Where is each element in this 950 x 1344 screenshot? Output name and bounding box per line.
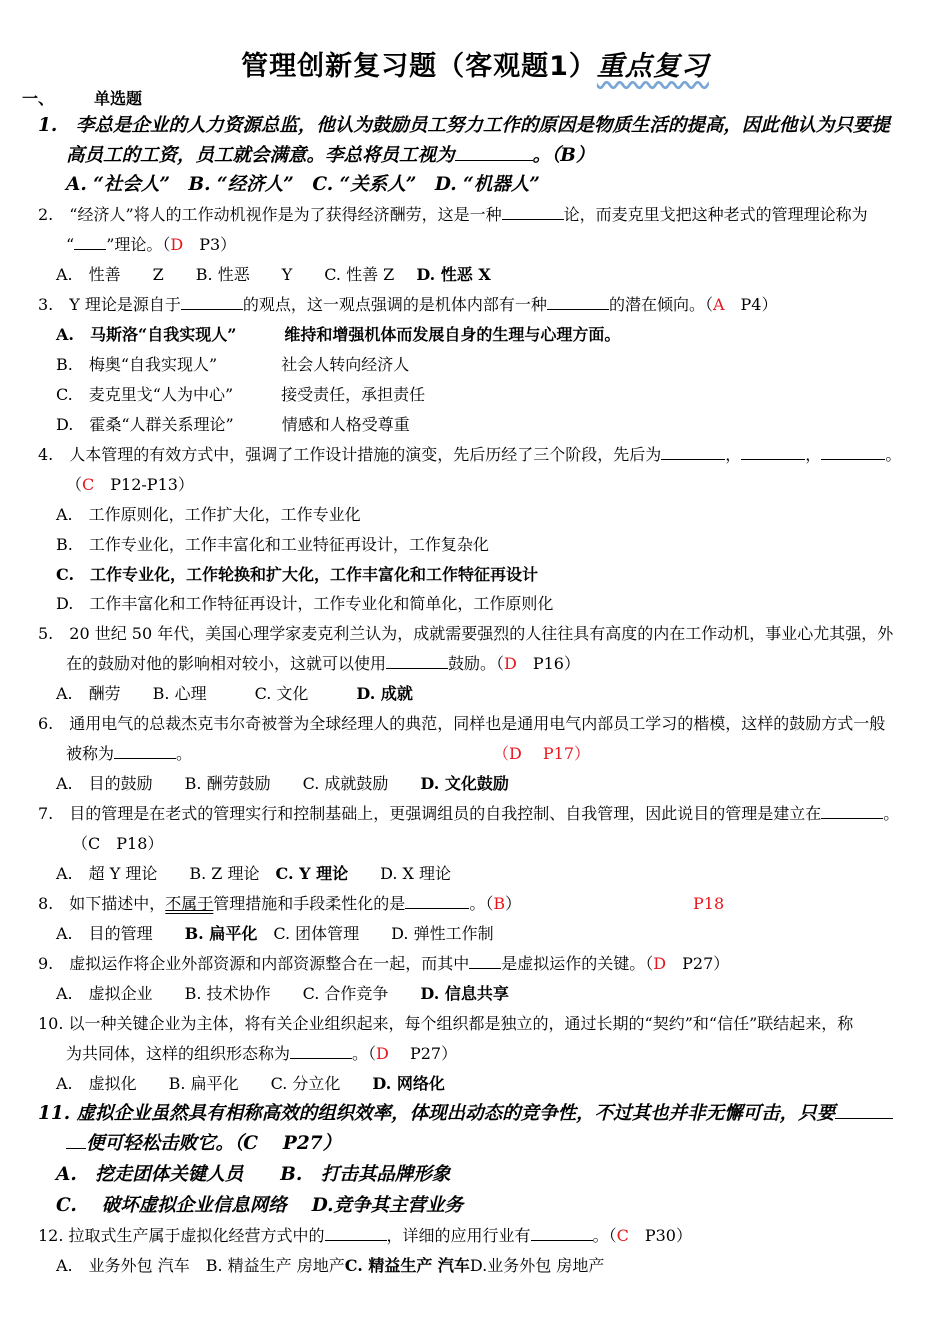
- section-label: 单选题: [94, 89, 143, 108]
- q5-page: P16）: [516, 654, 580, 673]
- q2-option-d: D. 性恶 X: [416, 265, 491, 284]
- q4-text: 4. 人本管理的有效方式中，强调了工作设计措施的演变，先后历经了三个阶段，先后为: [38, 445, 662, 464]
- q10-line2: [66, 1043, 457, 1065]
- q2-line1: [38, 204, 868, 226]
- q3-text-c: 的潜在倾向。（: [608, 295, 713, 314]
- q4-option-a: A. 工作原则化，工作扩大化，工作专业化: [56, 505, 361, 524]
- q8-option-b: B. 扁平化: [184, 924, 258, 943]
- q5-text-b: 鼓励。（: [448, 654, 505, 673]
- q10-option-d: D. 网络化: [372, 1074, 445, 1093]
- q7-text: 7. 目的管理是在老式的管理实行和控制基础上，更强调组员的自我控制、自我管理，因此说目的管理是建立在: [38, 804, 822, 823]
- q7-line2: （C P18）: [72, 834, 164, 853]
- q6-options-abc: A. 目的鼓励 B. 酬劳鼓励 C. 成就鼓励: [56, 774, 421, 793]
- q2-quote-open: “: [66, 235, 75, 254]
- q10-options-abc: A. 虚拟化 B. 扁平化 C. 分立化: [56, 1074, 373, 1093]
- q1-blank: [455, 146, 533, 161]
- q6-answer: （D P17）: [493, 744, 591, 763]
- q12-option-c: C. 精益生产 汽车: [344, 1256, 470, 1275]
- title-emphasis: 重点复习: [596, 51, 709, 82]
- q8-underlined: 不属于: [165, 894, 214, 913]
- q5-options-abc: A. 酬劳 B. 心理 C. 文化: [56, 684, 357, 703]
- q5-blank: [386, 654, 448, 669]
- q1-answer: 。（B）: [532, 145, 595, 166]
- q9-page: P27）: [666, 954, 730, 973]
- q3-blank1: [181, 295, 243, 310]
- q6-options: [56, 773, 509, 795]
- q4-line1: 4. 人本管理的有效方式中，强调了工作设计措施的演变，先后历经了三个阶段，先后为 ， ， 。: [38, 445, 902, 464]
- q6-text: 被称为: [66, 744, 115, 763]
- q12-text-b: ，详细的应用行业有: [386, 1226, 531, 1245]
- q8-text-c: 。（: [469, 894, 494, 913]
- q4-blank2: [741, 445, 805, 460]
- q2-options-abc: A. 性善 Z B. 性恶 Y C. 性善 Z: [56, 265, 395, 284]
- q7-blank: [821, 804, 883, 819]
- q10-text: 为共同体，这样的组织形态称为: [66, 1044, 291, 1063]
- q9-line1: [38, 953, 729, 975]
- q7-period: 。: [883, 804, 900, 823]
- q4-option-b: B. 工作专业化，工作丰富化和工业特征再设计，工作复杂化: [56, 535, 489, 554]
- q4-paren: （: [66, 475, 83, 494]
- q12-line1: [38, 1225, 692, 1247]
- q12-page: P30）: [628, 1226, 692, 1245]
- q2-answer: D: [170, 235, 184, 254]
- q11-options-cd: C. 破坏虚拟企业信息网络 D.竞争其主营业务: [56, 1195, 464, 1216]
- q1-line2: [66, 144, 594, 168]
- q3-text-b: 的观点，这一观点强调的是机体内部有一种: [242, 295, 547, 314]
- q9-options-abc: A. 虚拟企业 B. 技术协作 C. 合作竞争: [56, 984, 421, 1003]
- q8-line1: [38, 893, 521, 915]
- q5-options: [56, 683, 413, 705]
- q8-option-cd: C. 团体管理 D. 弹性工作制: [257, 924, 494, 943]
- q12-text-c: 。（: [592, 1226, 617, 1245]
- q5-line1: 5. 20 世纪 50 年代，美国心理学家麦克利兰认为，成就需要强烈的人往往具有高度的内在工作动机，事业心尤其强，外: [38, 624, 894, 643]
- q8-text-a: 8. 如下描述中，: [38, 894, 166, 913]
- q11-line2: [66, 1132, 341, 1156]
- q8-close: ）: [505, 894, 522, 913]
- q9-options: [56, 983, 509, 1005]
- q9-blank: [469, 954, 501, 969]
- q3-text-a: 3. Y 理论是源自于: [38, 295, 181, 314]
- q2-text-a: 2. “经济人”将人的工作动机视作是为了获得经济酬劳，这是一种: [38, 205, 502, 224]
- q1-text: 高员工的工资，员工就会满意。李总将员工视为: [66, 145, 455, 166]
- q11-text: 11. 虚拟企业虽然具有相称高效的组织效率，体现出动态的竞争性，不过其也并非无懈可击，只要: [38, 1103, 836, 1124]
- q8-answer: B: [493, 894, 506, 913]
- q12-blank1: [325, 1226, 387, 1241]
- q4-blank3: [821, 445, 885, 460]
- q10-text-b: 。（: [352, 1044, 377, 1063]
- q12-text-a: 12. 拉取式生产属于虚拟化经营方式中的: [38, 1226, 325, 1245]
- q11-text-b: 便可轻松击败它。（C P27）: [86, 1133, 342, 1154]
- q11-blank: [835, 1102, 893, 1119]
- q2-page: P3）: [183, 235, 237, 254]
- q11-line1: [38, 1102, 893, 1126]
- q9-text-b: 是虚拟运作的关键。（: [501, 954, 654, 973]
- q4-blank1: [661, 445, 725, 460]
- q7-line1: [38, 803, 899, 825]
- q1-line1: 1. 李总是企业的人力资源总监，他认为鼓励员工努力工作的原因是物质生活的提高，因此他认为只要提: [38, 115, 890, 136]
- q2-blank1: [502, 205, 564, 220]
- q4-option-c: C. 工作专业化，工作轮换和扩大化，工作丰富化和工作特征再设计: [56, 565, 539, 584]
- q3-option-c: C. 麦克里戈“人为中心” 接受责任，承担责任: [56, 385, 426, 404]
- q3-option-d: D. 霍桑“人群关系理论” 情感和人格受尊重: [56, 415, 410, 434]
- q5-line2: [66, 653, 580, 675]
- q5-answer: D: [504, 654, 517, 673]
- q12-answer: C: [616, 1226, 629, 1245]
- q2-text-c: ”理论。（: [106, 235, 171, 254]
- q5-option-d: D. 成就: [356, 684, 413, 703]
- q10-blank: [290, 1044, 352, 1059]
- q7-option-d: D. X 理论: [348, 864, 452, 883]
- q2-line2: [66, 234, 236, 256]
- q6-line2: [66, 743, 192, 765]
- q9-answer: D: [653, 954, 667, 973]
- q4-option-d: D. 工作丰富化和工作特征再设计，工作专业化和简单化，工作原则化: [56, 594, 554, 613]
- section-number: 一、: [22, 89, 55, 108]
- q7-option-c: C. Y 理论: [275, 864, 349, 883]
- q8-options: [56, 923, 494, 945]
- q7-options: [56, 863, 451, 885]
- title-main: 管理创新复习题（客观题1）: [241, 51, 597, 82]
- q8-page: P18: [693, 894, 725, 913]
- q8-option-a: A. 目的管理: [56, 924, 185, 943]
- q12-options-ab: A. 业务外包 汽车 B. 精益生产 房地产: [56, 1256, 345, 1275]
- q4-answer: C: [82, 475, 95, 494]
- q2-text-b: 论，而麦克里戈把这种老式的管理理论称为: [563, 205, 868, 224]
- page-title: [0, 44, 950, 83]
- q4-page: P12-P13）: [94, 475, 194, 494]
- q12-options: [56, 1255, 604, 1277]
- q7-options-ab: A. 超 Y 理论 B. Z 理论: [56, 864, 276, 883]
- q3-answer: A: [712, 295, 725, 314]
- q3-option-b: B. 梅奥“自我实现人” 社会人转向经济人: [56, 355, 410, 374]
- q10-page: P27）: [388, 1044, 458, 1063]
- q8-text-b: 管理措施和手段柔性化的是: [213, 894, 406, 913]
- q6-blank: [114, 744, 176, 759]
- q12-option-d: D.业务外包 房地产: [469, 1256, 605, 1275]
- q10-options: [56, 1073, 445, 1095]
- q10-answer: D: [376, 1044, 389, 1063]
- q6-option-d: D. 文化鼓励: [420, 774, 509, 793]
- q11-blank-cont: [66, 1132, 86, 1149]
- q6-period: 。: [176, 744, 193, 763]
- q4-line2: [66, 474, 194, 496]
- q3-option-a: A. 马斯洛“自我实现人” 维持和增强机体而发展自身的生理与心理方面。: [56, 325, 621, 344]
- q5-text: 在的鼓励对他的影响相对较小，这就可以使用: [66, 654, 387, 673]
- q3-line1: [38, 294, 777, 316]
- q2-options: [56, 264, 491, 286]
- q2-blank2: [74, 235, 106, 250]
- q6-line1: 6. 通用电气的总裁杰克韦尔奇被誉为全球经理人的典范，同样也是通用电气内部员工学习的楷模，这样的鼓励方式一般: [38, 714, 886, 733]
- q9-option-d: D. 信息共享: [420, 984, 509, 1003]
- q10-line1: 10. 以一种关键企业为主体，将有关企业组织起来，每个组织都是独立的，通过长期的“契约”和“信任”联结起来，称: [38, 1014, 854, 1033]
- q11-options-ab: A. 挖走团体关键人员 B. 打击其品牌形象: [56, 1164, 451, 1185]
- q9-text-a: 9. 虚拟运作将企业外部资源和内部资源整合在一起，而其中: [38, 954, 470, 973]
- section-heading: [22, 88, 142, 110]
- q8-blank: [405, 894, 469, 909]
- q1-options: A. “社会人” B. “经济人” C. “关系人” D. “机器人”: [66, 174, 540, 195]
- q3-blank2: [547, 295, 609, 310]
- q12-blank2: [531, 1226, 593, 1241]
- q3-page: P4）: [724, 295, 778, 314]
